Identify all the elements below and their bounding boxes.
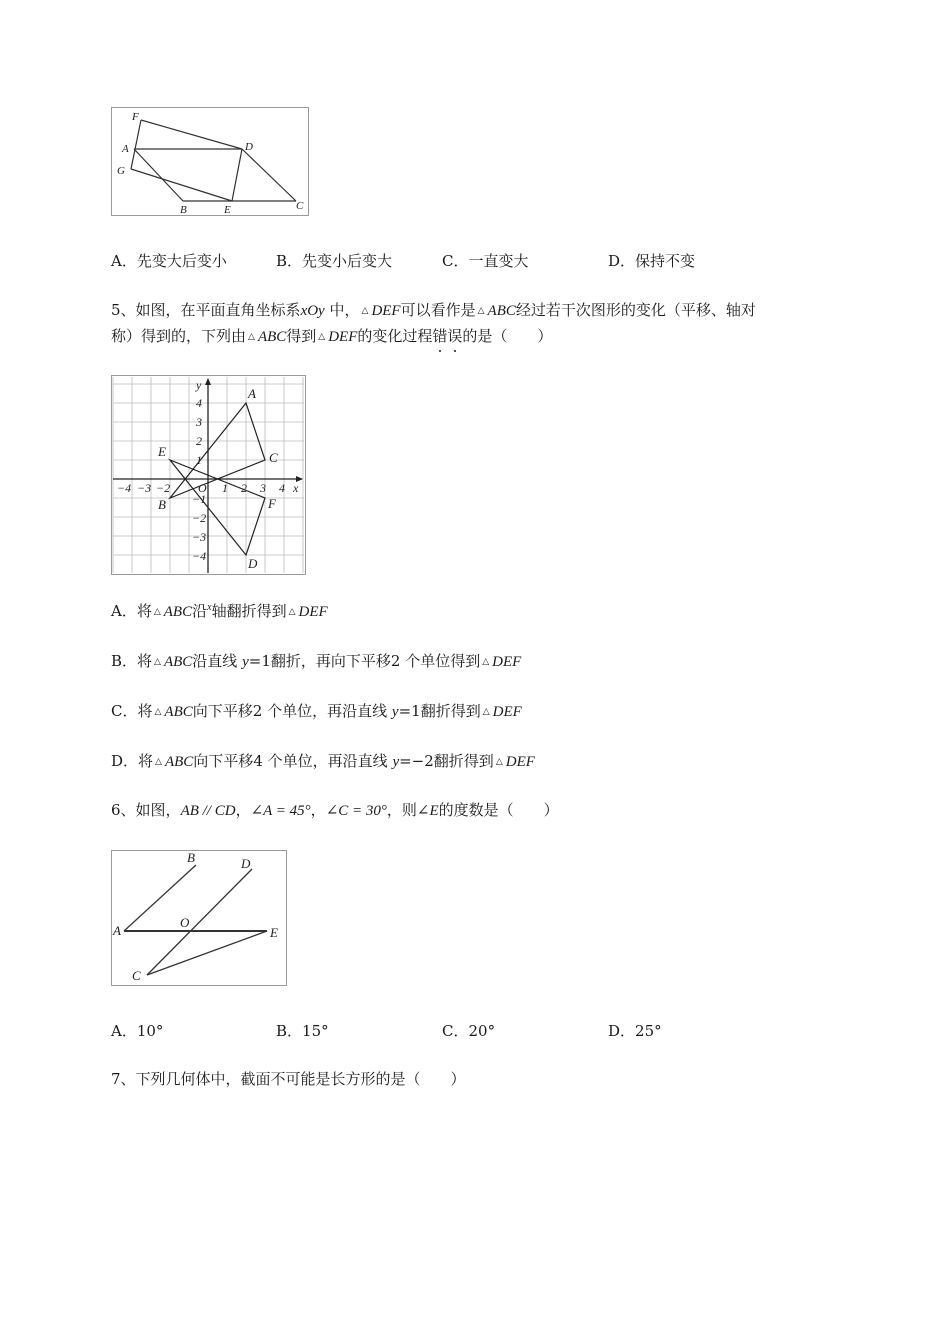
axes bbox=[113, 380, 302, 573]
triangle-def-label: DEF bbox=[328, 329, 358, 345]
label-c: C bbox=[296, 200, 304, 212]
q5-stem-line1 bbox=[111, 297, 756, 324]
axis-y-label: y bbox=[196, 378, 202, 392]
angle-a-expression: ∠A = 45° bbox=[250, 803, 311, 819]
triangle-icon: △ bbox=[495, 757, 503, 767]
emphasis-dot bbox=[439, 350, 441, 352]
tick-y-1: 1 bbox=[196, 453, 202, 467]
triangle-abc-label: ABC bbox=[257, 329, 287, 345]
tick-x-neg3: −3 bbox=[137, 481, 152, 495]
origin-label: O bbox=[198, 481, 207, 495]
option-text: 保持不变 bbox=[635, 252, 696, 270]
equation-value: =1 bbox=[248, 652, 271, 670]
triangle-icon: △ bbox=[482, 707, 490, 717]
q4-figure bbox=[111, 107, 309, 216]
option-letter: B．将 bbox=[111, 652, 153, 670]
q6-option-d[interactable] bbox=[608, 1020, 662, 1041]
stem-text: ，则 bbox=[386, 801, 417, 819]
triangle-def-label: DEF bbox=[492, 704, 522, 720]
option-text: 25° bbox=[635, 1022, 662, 1040]
emphasis-text: 错误 bbox=[432, 327, 463, 345]
triangle-def-label: DEF bbox=[371, 303, 401, 319]
segment-ce bbox=[147, 931, 267, 975]
question-number: 5、 bbox=[111, 301, 136, 319]
option-letter: D．将 bbox=[111, 752, 154, 770]
option-text: 向下平移 bbox=[192, 702, 253, 720]
stem-text: 经过若干次图形的变化（平移、轴对 bbox=[515, 301, 756, 319]
stem-text: 的是（ ） bbox=[462, 327, 553, 345]
option-text: 翻折得到 bbox=[420, 702, 481, 720]
point-c-label: C bbox=[269, 450, 278, 465]
triangle-icon: △ bbox=[154, 707, 162, 717]
q5-figure bbox=[111, 375, 306, 575]
q6-option-a[interactable] bbox=[111, 1020, 163, 1041]
tick-x-neg4: −4 bbox=[117, 481, 132, 495]
axis-x-label: x bbox=[293, 481, 299, 495]
triangle-def-label: DEF bbox=[505, 754, 535, 770]
triangle-def-label: DEF bbox=[298, 604, 328, 620]
stem-text: 如图，在平面直角坐标系 bbox=[135, 301, 301, 319]
tick-y-3: 3 bbox=[196, 415, 202, 429]
option-text: 翻折得到 bbox=[433, 752, 494, 770]
triangle-icon: △ bbox=[477, 306, 485, 316]
q4-option-d[interactable] bbox=[608, 250, 695, 271]
q6-figure-svg bbox=[112, 851, 286, 985]
option-text: 10° bbox=[136, 1022, 164, 1040]
option-text: 个单位得到 bbox=[405, 652, 481, 670]
label-c: C bbox=[132, 968, 141, 983]
stem-text: 称）得到的，下列由 bbox=[111, 327, 247, 345]
option-text: 轴翻折得到 bbox=[211, 602, 287, 620]
stem-text: 的变化过程 bbox=[357, 327, 433, 345]
label-a: A bbox=[113, 923, 121, 938]
angle-e-expression: ∠E bbox=[416, 803, 439, 819]
tick-x-neg2: −2 bbox=[156, 481, 171, 495]
label-f: F bbox=[132, 111, 139, 123]
stem-text: 的度数是（ ） bbox=[438, 801, 559, 819]
number: 2 bbox=[252, 702, 263, 720]
label-e: E bbox=[224, 204, 231, 215]
tick-y-neg1: −1 bbox=[192, 492, 207, 506]
option-letter: A． bbox=[111, 1022, 137, 1040]
option-text: 向下平移 bbox=[193, 752, 254, 770]
option-letter: C． bbox=[442, 1022, 469, 1040]
q6-option-c[interactable] bbox=[442, 1020, 495, 1041]
option-text: 沿直线 bbox=[192, 652, 238, 670]
option-letter: C．将 bbox=[111, 702, 153, 720]
stem-text: 下列几何体中，截面不可能是长方形的是（ ） bbox=[135, 1070, 466, 1088]
point-e-label: E bbox=[158, 444, 166, 459]
option-text: 15° bbox=[302, 1022, 329, 1040]
label-d: D bbox=[245, 141, 253, 153]
segment-ba bbox=[134, 149, 183, 201]
option-letter: A． bbox=[111, 252, 137, 270]
equation-value: =1 bbox=[398, 702, 421, 720]
option-text: 个单位，再沿直线 bbox=[267, 702, 388, 720]
tick-x-4: 4 bbox=[279, 481, 285, 495]
number: 4 bbox=[253, 752, 263, 770]
label-e: E bbox=[270, 925, 278, 940]
segment-gf bbox=[131, 120, 141, 169]
emphasis-word bbox=[432, 327, 462, 345]
var-x: x bbox=[207, 602, 212, 613]
label-b: B bbox=[187, 851, 195, 865]
triangle-abc-label: ABC bbox=[164, 704, 193, 720]
q6-figure bbox=[111, 850, 287, 986]
tick-y-2: 2 bbox=[196, 434, 202, 448]
q6-stem bbox=[111, 797, 559, 824]
stem-text: 中， bbox=[329, 301, 360, 319]
tick-y-4: 4 bbox=[196, 396, 202, 410]
triangle-icon: △ bbox=[361, 306, 369, 316]
var-y: y bbox=[242, 654, 249, 670]
triangle-abc-label: ABC bbox=[163, 604, 193, 620]
separator: ， bbox=[310, 801, 326, 819]
triangle-abc-label: ABC bbox=[163, 654, 193, 670]
point-a-label: A bbox=[248, 386, 256, 401]
triangle-icon: △ bbox=[248, 332, 255, 342]
triangle-def bbox=[170, 460, 265, 555]
tick-y-neg3: −3 bbox=[192, 530, 207, 544]
segment-eg bbox=[131, 169, 232, 201]
triangle-icon: △ bbox=[288, 607, 296, 617]
option-letter: B． bbox=[276, 252, 303, 270]
triangle-icon: △ bbox=[154, 657, 161, 667]
question-number: 7、 bbox=[111, 1070, 136, 1088]
label-b: B bbox=[180, 204, 187, 215]
option-letter: A．将 bbox=[111, 602, 152, 620]
equation-value: =−2 bbox=[399, 752, 434, 770]
q4-option-c[interactable] bbox=[442, 250, 529, 271]
q4-option-b[interactable] bbox=[276, 250, 392, 271]
tick-y-neg4: −4 bbox=[192, 549, 207, 563]
option-letter: C． bbox=[442, 252, 469, 270]
triangle-icon: △ bbox=[155, 757, 162, 767]
triangle-abc-label: ABC bbox=[487, 303, 516, 319]
option-text: 先变大后变小 bbox=[136, 252, 227, 270]
tick-x-1: 1 bbox=[222, 481, 228, 495]
option-text: 翻折，再向下平移 bbox=[270, 652, 391, 670]
triangle-def-label: DEF bbox=[492, 654, 522, 670]
y-axis-arrow bbox=[205, 378, 211, 385]
label-d: D bbox=[241, 856, 251, 871]
emphasis-dot bbox=[454, 350, 456, 352]
question-number: 6、 bbox=[111, 801, 136, 819]
stem-text: 如图， bbox=[135, 801, 181, 819]
stem-text: 可以看作是 bbox=[400, 301, 476, 319]
option-text: 个单位，再沿直线 bbox=[267, 752, 388, 770]
separator: ， bbox=[235, 801, 251, 819]
var-y: y bbox=[391, 704, 399, 720]
tick-y-neg2: −2 bbox=[192, 511, 207, 525]
triangle-abc bbox=[170, 403, 265, 498]
triangle-icon: △ bbox=[318, 332, 326, 342]
option-text: 沿 bbox=[192, 602, 208, 620]
q4-option-a[interactable] bbox=[111, 250, 227, 271]
label-a: A bbox=[122, 143, 129, 155]
option-text: 先变小后变大 bbox=[302, 252, 393, 270]
angle-c-expression: ∠C = 30° bbox=[325, 803, 387, 819]
triangle-icon: △ bbox=[153, 607, 161, 617]
label-o: O bbox=[180, 915, 190, 930]
segment-fd bbox=[141, 120, 242, 149]
triangle-icon: △ bbox=[482, 657, 490, 667]
segment-cd bbox=[147, 869, 252, 975]
option-text: 一直变大 bbox=[468, 252, 529, 270]
coord-system-label: xOy bbox=[300, 303, 325, 319]
q5-option-d[interactable] bbox=[111, 750, 535, 771]
point-f-label: F bbox=[268, 496, 276, 511]
option-letter: D． bbox=[608, 1022, 636, 1040]
triangle-abc-label: ABC bbox=[164, 754, 194, 770]
q5-stem-line2 bbox=[111, 323, 552, 350]
q5-option-b[interactable] bbox=[111, 650, 521, 671]
option-letter: B． bbox=[276, 1022, 303, 1040]
option-letter: D． bbox=[608, 252, 636, 270]
point-b-label: B bbox=[158, 497, 166, 512]
q5-option-c[interactable] bbox=[111, 700, 522, 721]
segment-dc bbox=[242, 149, 296, 201]
q7-stem bbox=[111, 1066, 466, 1092]
number: 2 bbox=[390, 652, 401, 670]
parallel-expression: AB // CD bbox=[180, 803, 236, 819]
option-text: 20° bbox=[468, 1022, 496, 1040]
q5-grid-svg bbox=[112, 376, 305, 574]
q4-figure-svg bbox=[112, 108, 308, 215]
stem-text: 得到 bbox=[286, 327, 317, 345]
point-d-label: D bbox=[248, 556, 258, 571]
q6-option-b[interactable] bbox=[276, 1020, 329, 1041]
var-y: y bbox=[392, 754, 400, 770]
label-g: G bbox=[117, 165, 125, 177]
segment-de bbox=[232, 149, 242, 201]
q5-option-a[interactable] bbox=[111, 600, 328, 621]
tick-x-2: 2 bbox=[241, 481, 247, 495]
tick-x-3: 3 bbox=[260, 481, 266, 495]
